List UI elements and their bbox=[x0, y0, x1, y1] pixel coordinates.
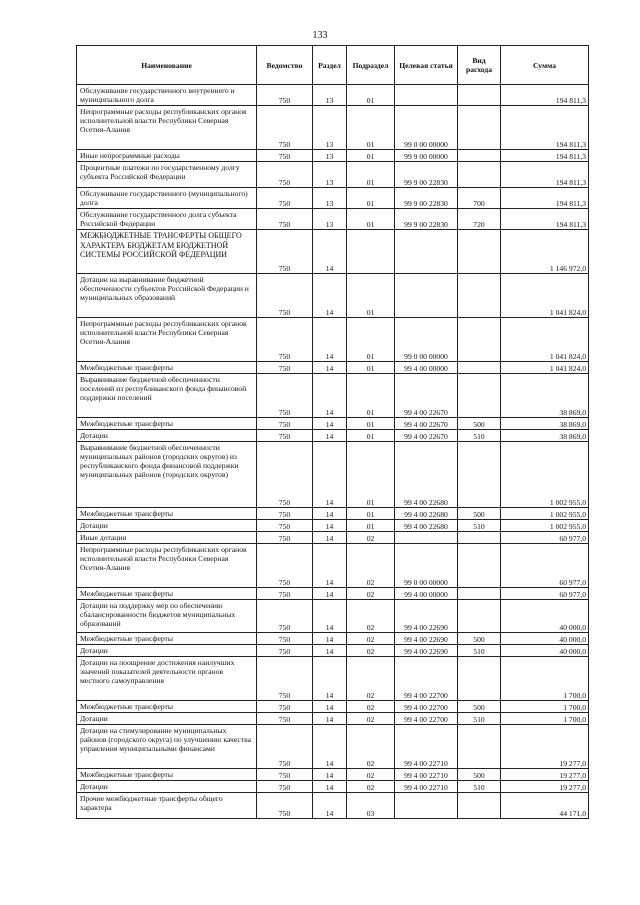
cell-podrazdel: 02 bbox=[347, 781, 395, 793]
cell-vid: 720 bbox=[458, 209, 501, 230]
cell-razdel: 14 bbox=[313, 725, 347, 769]
table-row bbox=[77, 657, 589, 701]
header-vedomstvo: Ведомство bbox=[257, 46, 313, 85]
header-statya: Целевая статья bbox=[395, 46, 458, 85]
cell-vid bbox=[458, 532, 501, 544]
table-row bbox=[77, 544, 589, 588]
cell-summa: 38 869,0 bbox=[501, 430, 589, 442]
cell-vid: 500 bbox=[458, 508, 501, 520]
table-row bbox=[77, 230, 589, 274]
cell-summa: 1 041 824,0 bbox=[501, 362, 589, 374]
table-row bbox=[77, 150, 589, 162]
cell-summa: 19 277,0 bbox=[501, 769, 589, 781]
cell-razdel: 13 bbox=[313, 188, 347, 209]
cell-razdel: 14 bbox=[313, 532, 347, 544]
table-row bbox=[77, 520, 589, 532]
cell-vedomstvo: 750 bbox=[257, 106, 313, 150]
cell-name: Дотации на поощрение достижения наилучших значений показателей деятельности органов местного самоуправления bbox=[77, 657, 257, 701]
cell-razdel: 14 bbox=[313, 362, 347, 374]
cell-vedomstvo: 750 bbox=[257, 274, 313, 318]
cell-summa: 40 000,0 bbox=[501, 633, 589, 645]
table-row bbox=[77, 600, 589, 633]
cell-razdel: 14 bbox=[313, 769, 347, 781]
cell-vedomstvo: 750 bbox=[257, 418, 313, 430]
table-row bbox=[77, 781, 589, 793]
cell-summa: 40 000,0 bbox=[501, 645, 589, 657]
cell-vid bbox=[458, 374, 501, 418]
header-vid: Вид расхода bbox=[458, 46, 501, 85]
table-row bbox=[77, 318, 589, 362]
cell-vedomstvo: 750 bbox=[257, 645, 313, 657]
cell-statya: 99 4 00 22670 bbox=[395, 374, 458, 418]
cell-podrazdel: 02 bbox=[347, 588, 395, 600]
cell-statya bbox=[395, 532, 458, 544]
cell-summa: 19 277,0 bbox=[501, 781, 589, 793]
cell-vedomstvo: 750 bbox=[257, 701, 313, 713]
cell-podrazdel: 01 bbox=[347, 520, 395, 532]
cell-statya: 99 0 00 00000 bbox=[395, 318, 458, 362]
cell-statya: 99 4 00 22700 bbox=[395, 713, 458, 725]
cell-vid bbox=[458, 442, 501, 508]
table-row bbox=[77, 588, 589, 600]
cell-name: Дотации bbox=[77, 520, 257, 532]
cell-summa: 1 700,0 bbox=[501, 657, 589, 701]
cell-vedomstvo: 750 bbox=[257, 318, 313, 362]
cell-vid bbox=[458, 725, 501, 769]
cell-razdel: 14 bbox=[313, 793, 347, 819]
cell-statya bbox=[395, 85, 458, 106]
cell-razdel: 14 bbox=[313, 374, 347, 418]
cell-statya: 99 4 00 22710 bbox=[395, 781, 458, 793]
cell-podrazdel: 01 bbox=[347, 274, 395, 318]
header-name: Наименование bbox=[77, 46, 257, 85]
cell-name: Дотации bbox=[77, 713, 257, 725]
cell-podrazdel: 02 bbox=[347, 544, 395, 588]
cell-name: Выравнивание бюджетной обеспеченности поселений из республиканского фонда финансовой поддержки поселений bbox=[77, 374, 257, 418]
cell-statya: 99 4 00 22700 bbox=[395, 657, 458, 701]
cell-statya: 99 9 00 22830 bbox=[395, 188, 458, 209]
table-row bbox=[77, 274, 589, 318]
cell-razdel: 13 bbox=[313, 162, 347, 188]
cell-summa: 194 811,3 bbox=[501, 85, 589, 106]
cell-vedomstvo: 750 bbox=[257, 520, 313, 532]
cell-summa: 194 811,3 bbox=[501, 188, 589, 209]
cell-vedomstvo: 750 bbox=[257, 657, 313, 701]
cell-statya: 99 4 00 22680 bbox=[395, 520, 458, 532]
cell-vid: 510 bbox=[458, 645, 501, 657]
cell-vid bbox=[458, 106, 501, 150]
table-row bbox=[77, 645, 589, 657]
cell-statya: 99 4 00 22670 bbox=[395, 418, 458, 430]
cell-vid bbox=[458, 274, 501, 318]
cell-name: Межбюджетные трансферты bbox=[77, 418, 257, 430]
cell-podrazdel bbox=[347, 230, 395, 274]
cell-statya: 99 4 00 00000 bbox=[395, 588, 458, 600]
cell-vedomstvo: 750 bbox=[257, 209, 313, 230]
cell-summa: 40 000,0 bbox=[501, 600, 589, 633]
cell-statya: 99 4 00 22700 bbox=[395, 701, 458, 713]
cell-podrazdel: 02 bbox=[347, 713, 395, 725]
cell-statya bbox=[395, 230, 458, 274]
cell-vedomstvo: 750 bbox=[257, 374, 313, 418]
cell-razdel: 14 bbox=[313, 274, 347, 318]
cell-name: Обслуживание государственного внутреннего и муниципального долга bbox=[77, 85, 257, 106]
cell-name: Дотации на стимулирование муниципальных районов (городского округа) по улучшению качества управления муниципальными финансами bbox=[77, 725, 257, 769]
cell-summa: 60 977,0 bbox=[501, 588, 589, 600]
cell-razdel: 14 bbox=[313, 418, 347, 430]
cell-statya: 99 4 00 22710 bbox=[395, 725, 458, 769]
cell-podrazdel: 02 bbox=[347, 769, 395, 781]
cell-name: Иные дотации bbox=[77, 532, 257, 544]
header-summa: Сумма bbox=[501, 46, 589, 85]
cell-podrazdel: 03 bbox=[347, 793, 395, 819]
cell-razdel: 14 bbox=[313, 318, 347, 362]
cell-name: Межбюджетные трансферты bbox=[77, 362, 257, 374]
cell-vid bbox=[458, 230, 501, 274]
cell-name: Иные непрограммные расходы bbox=[77, 150, 257, 162]
cell-name: МЕЖБЮДЖЕТНЫЕ ТРАНСФЕРТЫ ОБЩЕГО ХАРАКТЕРА БЮДЖЕТАМ БЮДЖЕТНОЙ СИСТЕМЫ РОССИЙСКОЙ ФЕДЕРАЦИИ bbox=[77, 230, 257, 274]
cell-razdel: 13 bbox=[313, 106, 347, 150]
cell-vedomstvo: 750 bbox=[257, 769, 313, 781]
cell-razdel: 13 bbox=[313, 85, 347, 106]
cell-vedomstvo: 750 bbox=[257, 532, 313, 544]
cell-vedomstvo: 750 bbox=[257, 442, 313, 508]
table-row bbox=[77, 188, 589, 209]
cell-podrazdel: 01 bbox=[347, 442, 395, 508]
cell-summa: 19 277,0 bbox=[501, 725, 589, 769]
table-row bbox=[77, 85, 589, 106]
table-row bbox=[77, 713, 589, 725]
cell-vid: 510 bbox=[458, 713, 501, 725]
table-header-row bbox=[77, 46, 589, 85]
cell-razdel: 14 bbox=[313, 230, 347, 274]
cell-statya: 99 4 00 22690 bbox=[395, 600, 458, 633]
cell-summa: 38 869,0 bbox=[501, 374, 589, 418]
cell-vedomstvo: 750 bbox=[257, 588, 313, 600]
cell-vedomstvo: 750 bbox=[257, 781, 313, 793]
table-row bbox=[77, 162, 589, 188]
cell-vedomstvo: 750 bbox=[257, 162, 313, 188]
cell-vedomstvo: 750 bbox=[257, 85, 313, 106]
table-row bbox=[77, 725, 589, 769]
cell-statya: 99 0 00 00000 bbox=[395, 106, 458, 150]
cell-podrazdel: 01 bbox=[347, 162, 395, 188]
cell-name: Межбюджетные трансферты bbox=[77, 633, 257, 645]
page-number: 133 bbox=[312, 30, 328, 41]
cell-summa: 1 041 824,0 bbox=[501, 274, 589, 318]
cell-vid: 510 bbox=[458, 520, 501, 532]
cell-podrazdel: 02 bbox=[347, 532, 395, 544]
cell-statya: 99 4 00 22710 bbox=[395, 769, 458, 781]
cell-statya bbox=[395, 793, 458, 819]
cell-summa: 1 700,0 bbox=[501, 713, 589, 725]
table-row bbox=[77, 508, 589, 520]
cell-summa: 44 171,0 bbox=[501, 793, 589, 819]
cell-vid bbox=[458, 657, 501, 701]
cell-vid: 500 bbox=[458, 701, 501, 713]
cell-name: Непрограммные расходы республиканских органов исполнительной власти Республики Северная Осетия-Алания bbox=[77, 106, 257, 150]
table-row bbox=[77, 418, 589, 430]
cell-name: Дотации на выравнивание бюджетной обеспеченности субъектов Российской Федерации и муниципальных образований bbox=[77, 274, 257, 318]
cell-vedomstvo: 750 bbox=[257, 508, 313, 520]
cell-podrazdel: 02 bbox=[347, 657, 395, 701]
table-row bbox=[77, 106, 589, 150]
cell-vedomstvo: 750 bbox=[257, 633, 313, 645]
cell-statya: 99 4 00 22690 bbox=[395, 645, 458, 657]
cell-vedomstvo: 750 bbox=[257, 725, 313, 769]
cell-statya: 99 9 00 00000 bbox=[395, 150, 458, 162]
table-body bbox=[77, 85, 589, 819]
cell-vid bbox=[458, 318, 501, 362]
header-razdel: Раздел bbox=[313, 46, 347, 85]
cell-statya: 99 4 00 22680 bbox=[395, 508, 458, 520]
cell-name: Процентные платежи по государственному долгу субъекта Российской Федерации bbox=[77, 162, 257, 188]
cell-name: Обслуживание государственного долга субъекта Российской Федерации bbox=[77, 209, 257, 230]
cell-name: Дотации bbox=[77, 430, 257, 442]
cell-name: Дотации bbox=[77, 645, 257, 657]
cell-razdel: 14 bbox=[313, 520, 347, 532]
cell-podrazdel: 02 bbox=[347, 633, 395, 645]
cell-statya bbox=[395, 274, 458, 318]
cell-podrazdel: 01 bbox=[347, 508, 395, 520]
cell-vid bbox=[458, 600, 501, 633]
cell-summa: 194 811,3 bbox=[501, 162, 589, 188]
cell-vedomstvo: 750 bbox=[257, 430, 313, 442]
cell-vedomstvo: 750 bbox=[257, 188, 313, 209]
cell-statya: 99 9 00 22830 bbox=[395, 162, 458, 188]
cell-podrazdel: 01 bbox=[347, 374, 395, 418]
table-row bbox=[77, 793, 589, 819]
cell-razdel: 14 bbox=[313, 633, 347, 645]
cell-name: Дотации bbox=[77, 781, 257, 793]
cell-statya: 99 4 00 22690 bbox=[395, 633, 458, 645]
cell-name: Обслуживание государственного (муниципального) долга bbox=[77, 188, 257, 209]
table-row bbox=[77, 374, 589, 418]
header-podrazdel: Подраздел bbox=[347, 46, 395, 85]
cell-podrazdel: 01 bbox=[347, 430, 395, 442]
cell-name: Межбюджетные трансферты bbox=[77, 588, 257, 600]
cell-podrazdel: 02 bbox=[347, 725, 395, 769]
cell-razdel: 13 bbox=[313, 150, 347, 162]
cell-vid: 700 bbox=[458, 188, 501, 209]
cell-podrazdel: 01 bbox=[347, 362, 395, 374]
cell-podrazdel: 01 bbox=[347, 318, 395, 362]
cell-name: Межбюджетные трансферты bbox=[77, 701, 257, 713]
cell-vid bbox=[458, 150, 501, 162]
cell-summa: 194 811,3 bbox=[501, 209, 589, 230]
cell-name: Выравнивание бюджетной обеспеченности муниципальных районов (городских округов) из республиканского фонда финансовой поддержки муниципальных районов (городских округов) bbox=[77, 442, 257, 508]
cell-vedomstvo: 750 bbox=[257, 362, 313, 374]
cell-statya: 99 4 00 00000 bbox=[395, 362, 458, 374]
cell-vid bbox=[458, 85, 501, 106]
cell-vedomstvo: 750 bbox=[257, 600, 313, 633]
cell-vedomstvo: 750 bbox=[257, 544, 313, 588]
cell-vid bbox=[458, 162, 501, 188]
cell-podrazdel: 02 bbox=[347, 701, 395, 713]
cell-podrazdel: 02 bbox=[347, 645, 395, 657]
cell-razdel: 14 bbox=[313, 600, 347, 633]
cell-statya: 99 4 00 22670 bbox=[395, 430, 458, 442]
cell-summa: 1 002 955,0 bbox=[501, 508, 589, 520]
cell-vid bbox=[458, 588, 501, 600]
cell-podrazdel: 01 bbox=[347, 209, 395, 230]
cell-name: Непрограммные расходы республиканских органов исполнительной власти Республики Северная Осетия-Алания bbox=[77, 318, 257, 362]
table-row bbox=[77, 362, 589, 374]
cell-razdel: 14 bbox=[313, 430, 347, 442]
table-row bbox=[77, 442, 589, 508]
cell-summa: 38 869,0 bbox=[501, 418, 589, 430]
cell-razdel: 14 bbox=[313, 544, 347, 588]
cell-podrazdel: 02 bbox=[347, 600, 395, 633]
budget-table bbox=[76, 45, 589, 819]
cell-razdel: 14 bbox=[313, 701, 347, 713]
cell-summa: 1 700,0 bbox=[501, 701, 589, 713]
cell-razdel: 14 bbox=[313, 508, 347, 520]
cell-summa: 1 146 972,0 bbox=[501, 230, 589, 274]
cell-vid bbox=[458, 544, 501, 588]
cell-name: Межбюджетные трансферты bbox=[77, 508, 257, 520]
cell-razdel: 14 bbox=[313, 588, 347, 600]
cell-razdel: 14 bbox=[313, 781, 347, 793]
cell-summa: 60 977,0 bbox=[501, 532, 589, 544]
cell-statya: 99 0 00 00000 bbox=[395, 544, 458, 588]
cell-name: Дотации на поддержку мер по обеспечению сбалансированности бюджетов муниципальных образований bbox=[77, 600, 257, 633]
cell-name: Непрограммные расходы республиканских органов исполнительной власти Республики Северная Осетия-Алания bbox=[77, 544, 257, 588]
cell-razdel: 14 bbox=[313, 442, 347, 508]
table-row bbox=[77, 769, 589, 781]
cell-summa: 1 002 955,0 bbox=[501, 442, 589, 508]
cell-vedomstvo: 750 bbox=[257, 713, 313, 725]
cell-statya: 99 4 00 22680 bbox=[395, 442, 458, 508]
cell-vid bbox=[458, 793, 501, 819]
cell-vedomstvo: 750 bbox=[257, 150, 313, 162]
cell-podrazdel: 01 bbox=[347, 106, 395, 150]
table-row bbox=[77, 430, 589, 442]
cell-summa: 1 002 955,0 bbox=[501, 520, 589, 532]
cell-podrazdel: 01 bbox=[347, 85, 395, 106]
cell-vid: 510 bbox=[458, 430, 501, 442]
cell-podrazdel: 01 bbox=[347, 188, 395, 209]
cell-summa: 60 977,0 bbox=[501, 544, 589, 588]
cell-summa: 194 811,3 bbox=[501, 106, 589, 150]
cell-summa: 194 811,3 bbox=[501, 150, 589, 162]
table-row bbox=[77, 701, 589, 713]
cell-vid bbox=[458, 362, 501, 374]
table-row bbox=[77, 633, 589, 645]
cell-vid: 500 bbox=[458, 418, 501, 430]
cell-razdel: 14 bbox=[313, 713, 347, 725]
cell-name: Межбюджетные трансферты bbox=[77, 769, 257, 781]
cell-razdel: 13 bbox=[313, 209, 347, 230]
cell-podrazdel: 01 bbox=[347, 150, 395, 162]
table-row bbox=[77, 209, 589, 230]
cell-statya: 99 9 00 22830 bbox=[395, 209, 458, 230]
cell-vedomstvo: 750 bbox=[257, 793, 313, 819]
cell-razdel: 14 bbox=[313, 657, 347, 701]
cell-vid: 500 bbox=[458, 633, 501, 645]
cell-name: Прочие межбюджетные трансферты общего характера bbox=[77, 793, 257, 819]
cell-summa: 1 041 824,0 bbox=[501, 318, 589, 362]
table-row bbox=[77, 532, 589, 544]
cell-vedomstvo: 750 bbox=[257, 230, 313, 274]
cell-vid: 510 bbox=[458, 781, 501, 793]
cell-vid: 500 bbox=[458, 769, 501, 781]
cell-razdel: 14 bbox=[313, 645, 347, 657]
cell-podrazdel: 01 bbox=[347, 418, 395, 430]
